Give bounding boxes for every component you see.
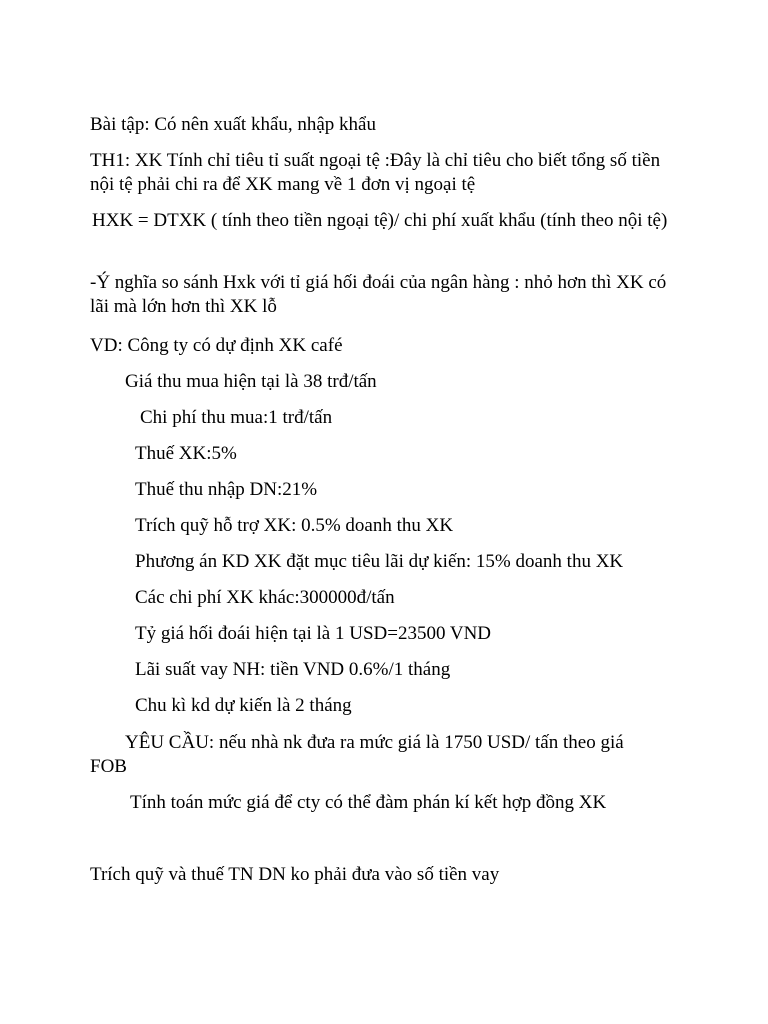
list-item: Thuế XK:5%	[135, 443, 237, 464]
formula-paragraph: HXK = DTXK ( tính theo tiền ngoại tệ)/ chi phí xuất khẩu (tính theo nội tệ)	[92, 210, 668, 231]
list-item: Chi phí thu mua:1 trđ/tấn	[140, 407, 333, 428]
requirement-line-2: FOB	[90, 756, 127, 777]
th1-paragraph: TH1: XK Tính chỉ tiêu tỉ suất ngoại tệ :Đây là chỉ tiêu cho biết tổng số tiền nội tệ phải chi ra để XK mang về 1 đơn vị ngoại tệ	[90, 150, 661, 195]
note-paragraph: Trích quỹ và thuế TN DN ko phải đưa vào số tiền vay	[90, 864, 500, 885]
list-item: Các chi phí XK khác:300000đ/tấn	[135, 587, 395, 608]
list-item: Lãi suất vay NH: tiền VND 0.6%/1 tháng	[135, 659, 451, 680]
list-item: Chu kì kd dự kiến là 2 tháng	[135, 695, 352, 716]
meaning-paragraph: -Ý nghĩa so sánh Hxk với tỉ giá hối đoái của ngân hàng : nhỏ hơn thì XK có lãi mà lớn hơn thì XK lỗ	[90, 272, 667, 317]
example-intro: VD: Công ty có dự định XK café	[90, 335, 343, 356]
task-paragraph: Tính toán mức giá để cty có thể đàm phán kí kết hợp đồng XK	[130, 792, 607, 813]
list-item: Giá thu mua hiện tại là 38 trđ/tấn	[125, 371, 377, 392]
requirement-line-1: YÊU CẦU: nếu nhà nk đưa ra mức giá là 1750 USD/ tấn theo giá	[125, 732, 624, 753]
list-item: Tỷ giá hối đoái hiện tại là 1 USD=23500 VND	[135, 623, 492, 644]
list-item: Trích quỹ hỗ trợ XK: 0.5% doanh thu XK	[135, 515, 454, 536]
list-item: Phương án KD XK đặt mục tiêu lãi dự kiến: 15% doanh thu XK	[135, 551, 624, 572]
list-item: Thuế thu nhập DN:21%	[135, 479, 318, 500]
document-title: Bài tập: Có nên xuất khẩu, nhập khẩu	[90, 114, 376, 135]
